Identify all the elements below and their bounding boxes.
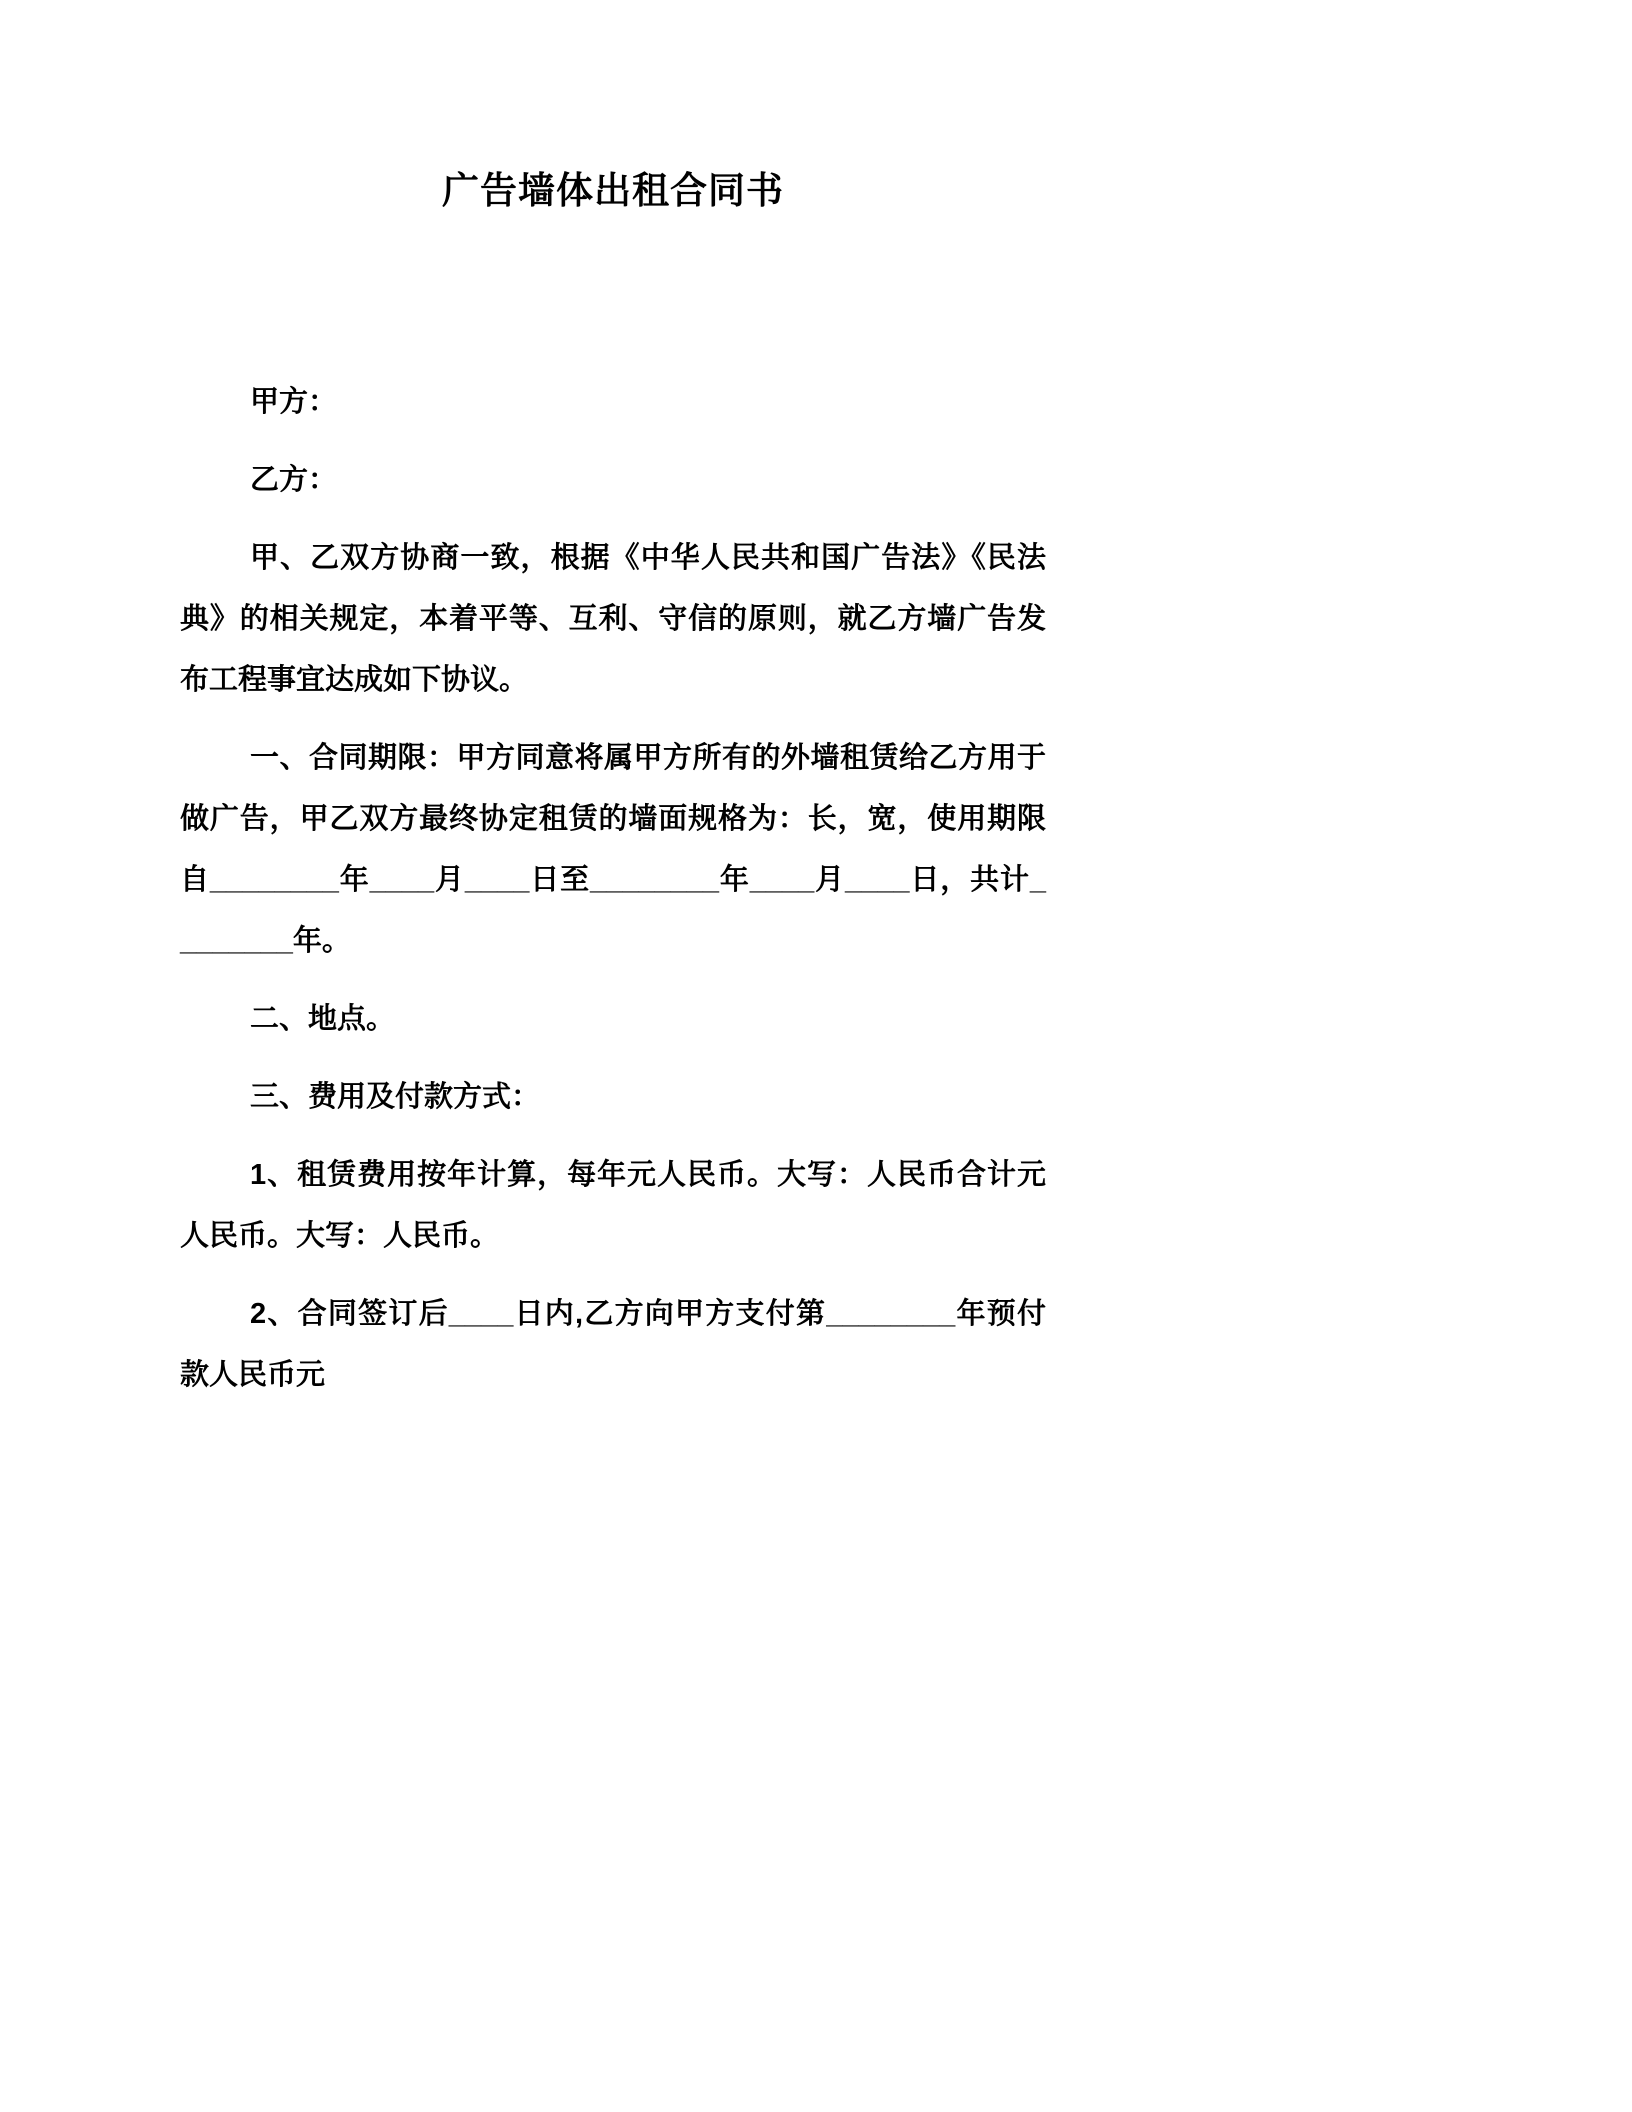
paragraph-party-b: 乙方： <box>250 464 338 496</box>
paragraph-clause-1-term: 一、合同期限：甲方同意将属甲方所有的外墙租赁给乙方用于做广告，甲乙双方最终协定租赁的墙面规格为：长，宽，使用期限自________年____月____日至________年____月____日，共计________年。 <box>180 742 1046 957</box>
paragraph-party-a: 甲方： <box>250 386 338 418</box>
document-title: 广告墙体出租合同书 <box>442 170 784 211</box>
contract-content <box>180 160 1046 1423</box>
paragraph-clause-3-item-1: 1、租赁费用按年计算，每年元人民币。大写：人民币合计元人民币。大写：人民币。 <box>180 1159 1046 1252</box>
paragraph-clause-3-payment-heading: 三、费用及付款方式： <box>250 1081 541 1113</box>
paragraph-preamble: 甲、乙双方协商一致，根据《中华人民共和国广告法》《民法典》的相关规定，本着平等、互利、守信的原则，就乙方墙广告发布工程事宜达成如下协议。 <box>180 542 1046 696</box>
paragraph-clause-3-item-2: 2、合同签订后____日内,乙方向甲方支付第________年预付款人民币元 <box>180 1298 1046 1391</box>
paragraph-clause-2-location: 二、地点。 <box>250 1003 396 1035</box>
